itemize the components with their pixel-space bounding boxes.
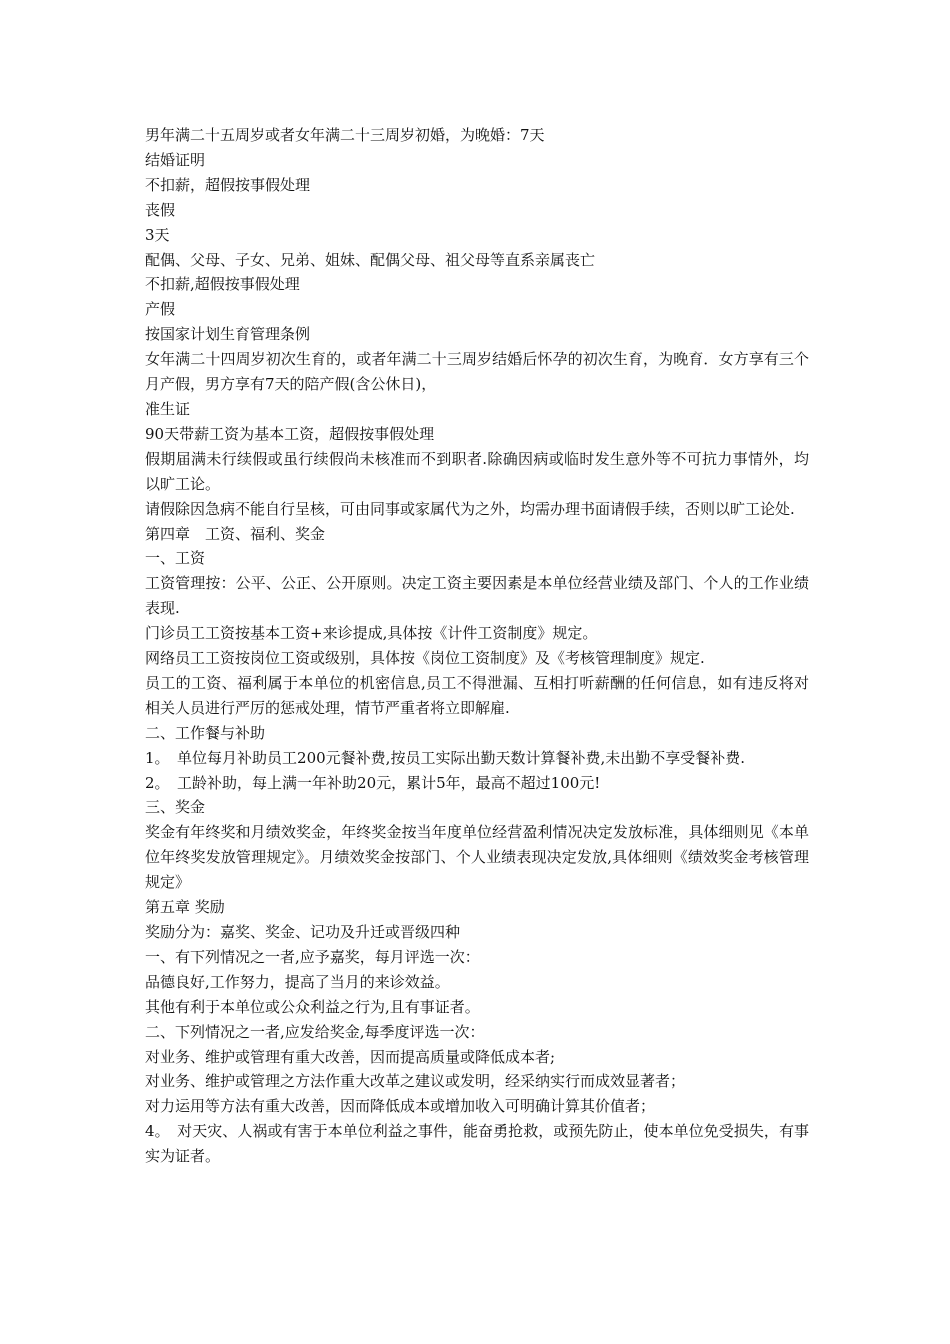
paragraph: 产假 (145, 300, 176, 319)
paragraph: 对力运用等方法有重大改善，因而降低成本或增加收入可明确计算其价值者； (145, 1097, 656, 1116)
section-heading: 二、下列情况之一者,应发给奖金,每季度评选一次： (145, 1022, 485, 1041)
paragraph: 90天带薪工资为基本工资，超假按事假处理 (145, 424, 435, 443)
list-item: 1。 单位每月补助员工200元餐补费,按员工实际出勤天数计算餐补费,未出勤不享受餐补费. (145, 748, 745, 767)
paragraph: 结婚证明 (145, 150, 206, 169)
paragraph: 3天 (145, 225, 170, 244)
paragraph: 对业务、维护或管理之方法作重大改革之建议或发明，经采纳实行而成效显著者； (145, 1072, 686, 1091)
paragraph: 其他有利于本单位或公众利益之行为,且有事证者。 (145, 997, 480, 1016)
chapter-heading: 第四章 工资、福利、奖金 (145, 524, 326, 543)
paragraph: 网络员工工资按岗位工资或级别，具体按《岗位工资制度》及《考核管理制度》规定. (145, 649, 705, 668)
paragraph: 按国家计划生育管理条例 (145, 325, 311, 344)
paragraph: 门诊员工工资按基本工资+来诊提成,具体按《计件工资制度》规定。 (145, 624, 598, 643)
chapter-heading: 第五章 奖励 (145, 898, 225, 917)
document-body (145, 123, 809, 1169)
paragraph: 假期届满未行续假或虽行续假尚未核准而不到职者.除确因病或临时发生意外等不可抗力事情外，均以旷工论。 (145, 449, 809, 493)
paragraph: 准生证 (145, 399, 191, 418)
paragraph: 丧假 (145, 200, 176, 219)
section-heading: 一、有下列情况之一者,应予嘉奖，每月评选一次： (145, 947, 480, 966)
section-heading: 三、奖金 (145, 798, 206, 817)
paragraph: 不扣薪，超假按事假处理 (145, 175, 311, 194)
paragraph: 工资管理按：公平、公正、公开原则。决定工资主要因素是本单位经营业绩及部门、个人的工作业绩表现. (145, 574, 809, 618)
section-heading: 一、工资 (145, 549, 206, 568)
paragraph: 请假除因急病不能自行呈核，可由同事或家属代为之外，均需办理书面请假手续，否则以旷工论处. (145, 499, 795, 518)
paragraph: 奖金有年终奖和月绩效奖金，年终奖金按当年度单位经营盈利情况决定发放标准，具体细则见《本单位年终奖发放管理规定》。月绩效奖金按部门、个人业绩表现决定发放,具体细则《绩效奖金考核管理规定》 (145, 823, 809, 892)
list-item: 2。 工龄补助，每上满一年补助20元，累计5年，最高不超过100元! (145, 773, 601, 792)
paragraph: 对业务、维护或管理有重大改善，因而提高质量或降低成本者; (145, 1047, 556, 1066)
section-heading: 二、工作餐与补助 (145, 723, 266, 742)
paragraph: 不扣薪,超假按事假处理 (145, 275, 300, 294)
paragraph: 员工的工资、福利属于本单位的机密信息,员工不得泄漏、互相打听薪酬的任何信息，如有违反将对相关人员进行严厉的惩戒处理，情节严重者将立即解雇. (145, 673, 809, 717)
paragraph: 女年满二十四周岁初次生育的，或者年满二十三周岁结婚后怀孕的初次生育，为晚育．女方享有三个月产假，男方享有7天的陪产假(含公休日)， (145, 350, 809, 394)
paragraph: 男年满二十五周岁或者女年满二十三周岁初婚，为晚婚：7天 (145, 126, 545, 144)
list-item: 4。 对天灾、人祸或有害于本单位利益之事件，能奋勇抢救，或预先防止，使本单位免受损失，有事实为证者。 (145, 1122, 809, 1166)
paragraph: 品德良好,工作努力，提高了当月的来诊效益。 (145, 972, 450, 991)
paragraph: 配偶、父母、子女、兄弟、姐妹、配偶父母、祖父母等直系亲属丧亡 (145, 250, 596, 269)
paragraph: 奖励分为：嘉奖、奖金、记功及升迁或晋级四种 (145, 923, 461, 941)
